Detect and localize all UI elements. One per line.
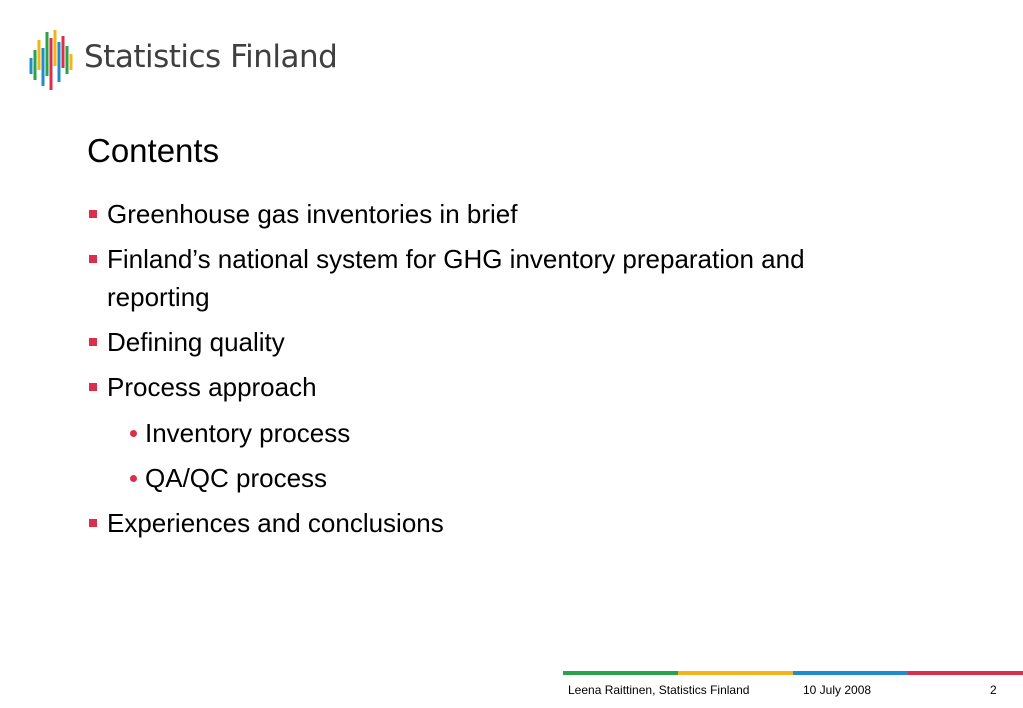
list-item <box>89 195 909 233</box>
sub-list-item <box>130 459 910 497</box>
list-item-text: Greenhouse gas inventories in brief <box>107 199 518 229</box>
list-item <box>89 504 909 542</box>
footer-date: 10 July 2008 <box>803 683 872 697</box>
square-bullet-icon <box>89 383 97 391</box>
list-item <box>89 368 909 406</box>
list-item <box>89 323 909 361</box>
round-bullet-icon <box>130 430 137 437</box>
list-item-text: Inventory process <box>145 418 351 448</box>
slide-title: Contents <box>87 132 220 169</box>
footer-rule-segment-blue <box>793 671 908 675</box>
square-bullet-icon <box>89 519 97 527</box>
square-bullet-icon <box>89 255 97 263</box>
list-item-text: Process approach <box>107 372 317 402</box>
logo-text: Statistics Finland <box>84 38 338 75</box>
footer-author: Leena Raittinen, Statistics Finland <box>568 683 750 697</box>
list-item-text: Finland’s national system for GHG inventory preparation and reporting <box>107 244 805 312</box>
list-item-text: QA/QC process <box>145 463 328 493</box>
footer-rule-segment-yellow <box>678 671 793 675</box>
footer-rule-segment-green <box>563 671 678 675</box>
footer-color-rule <box>563 671 1023 675</box>
sub-list-item <box>130 414 910 452</box>
square-bullet-icon <box>89 338 97 346</box>
page-number: 2 <box>990 683 997 697</box>
square-bullet-icon <box>89 210 97 218</box>
list-item <box>89 240 909 316</box>
footer-rule-segment-red <box>908 671 1023 675</box>
list-item-text: Experiences and conclusions <box>107 508 444 538</box>
list-item-text: Defining quality <box>107 327 285 357</box>
round-bullet-icon <box>130 475 137 482</box>
